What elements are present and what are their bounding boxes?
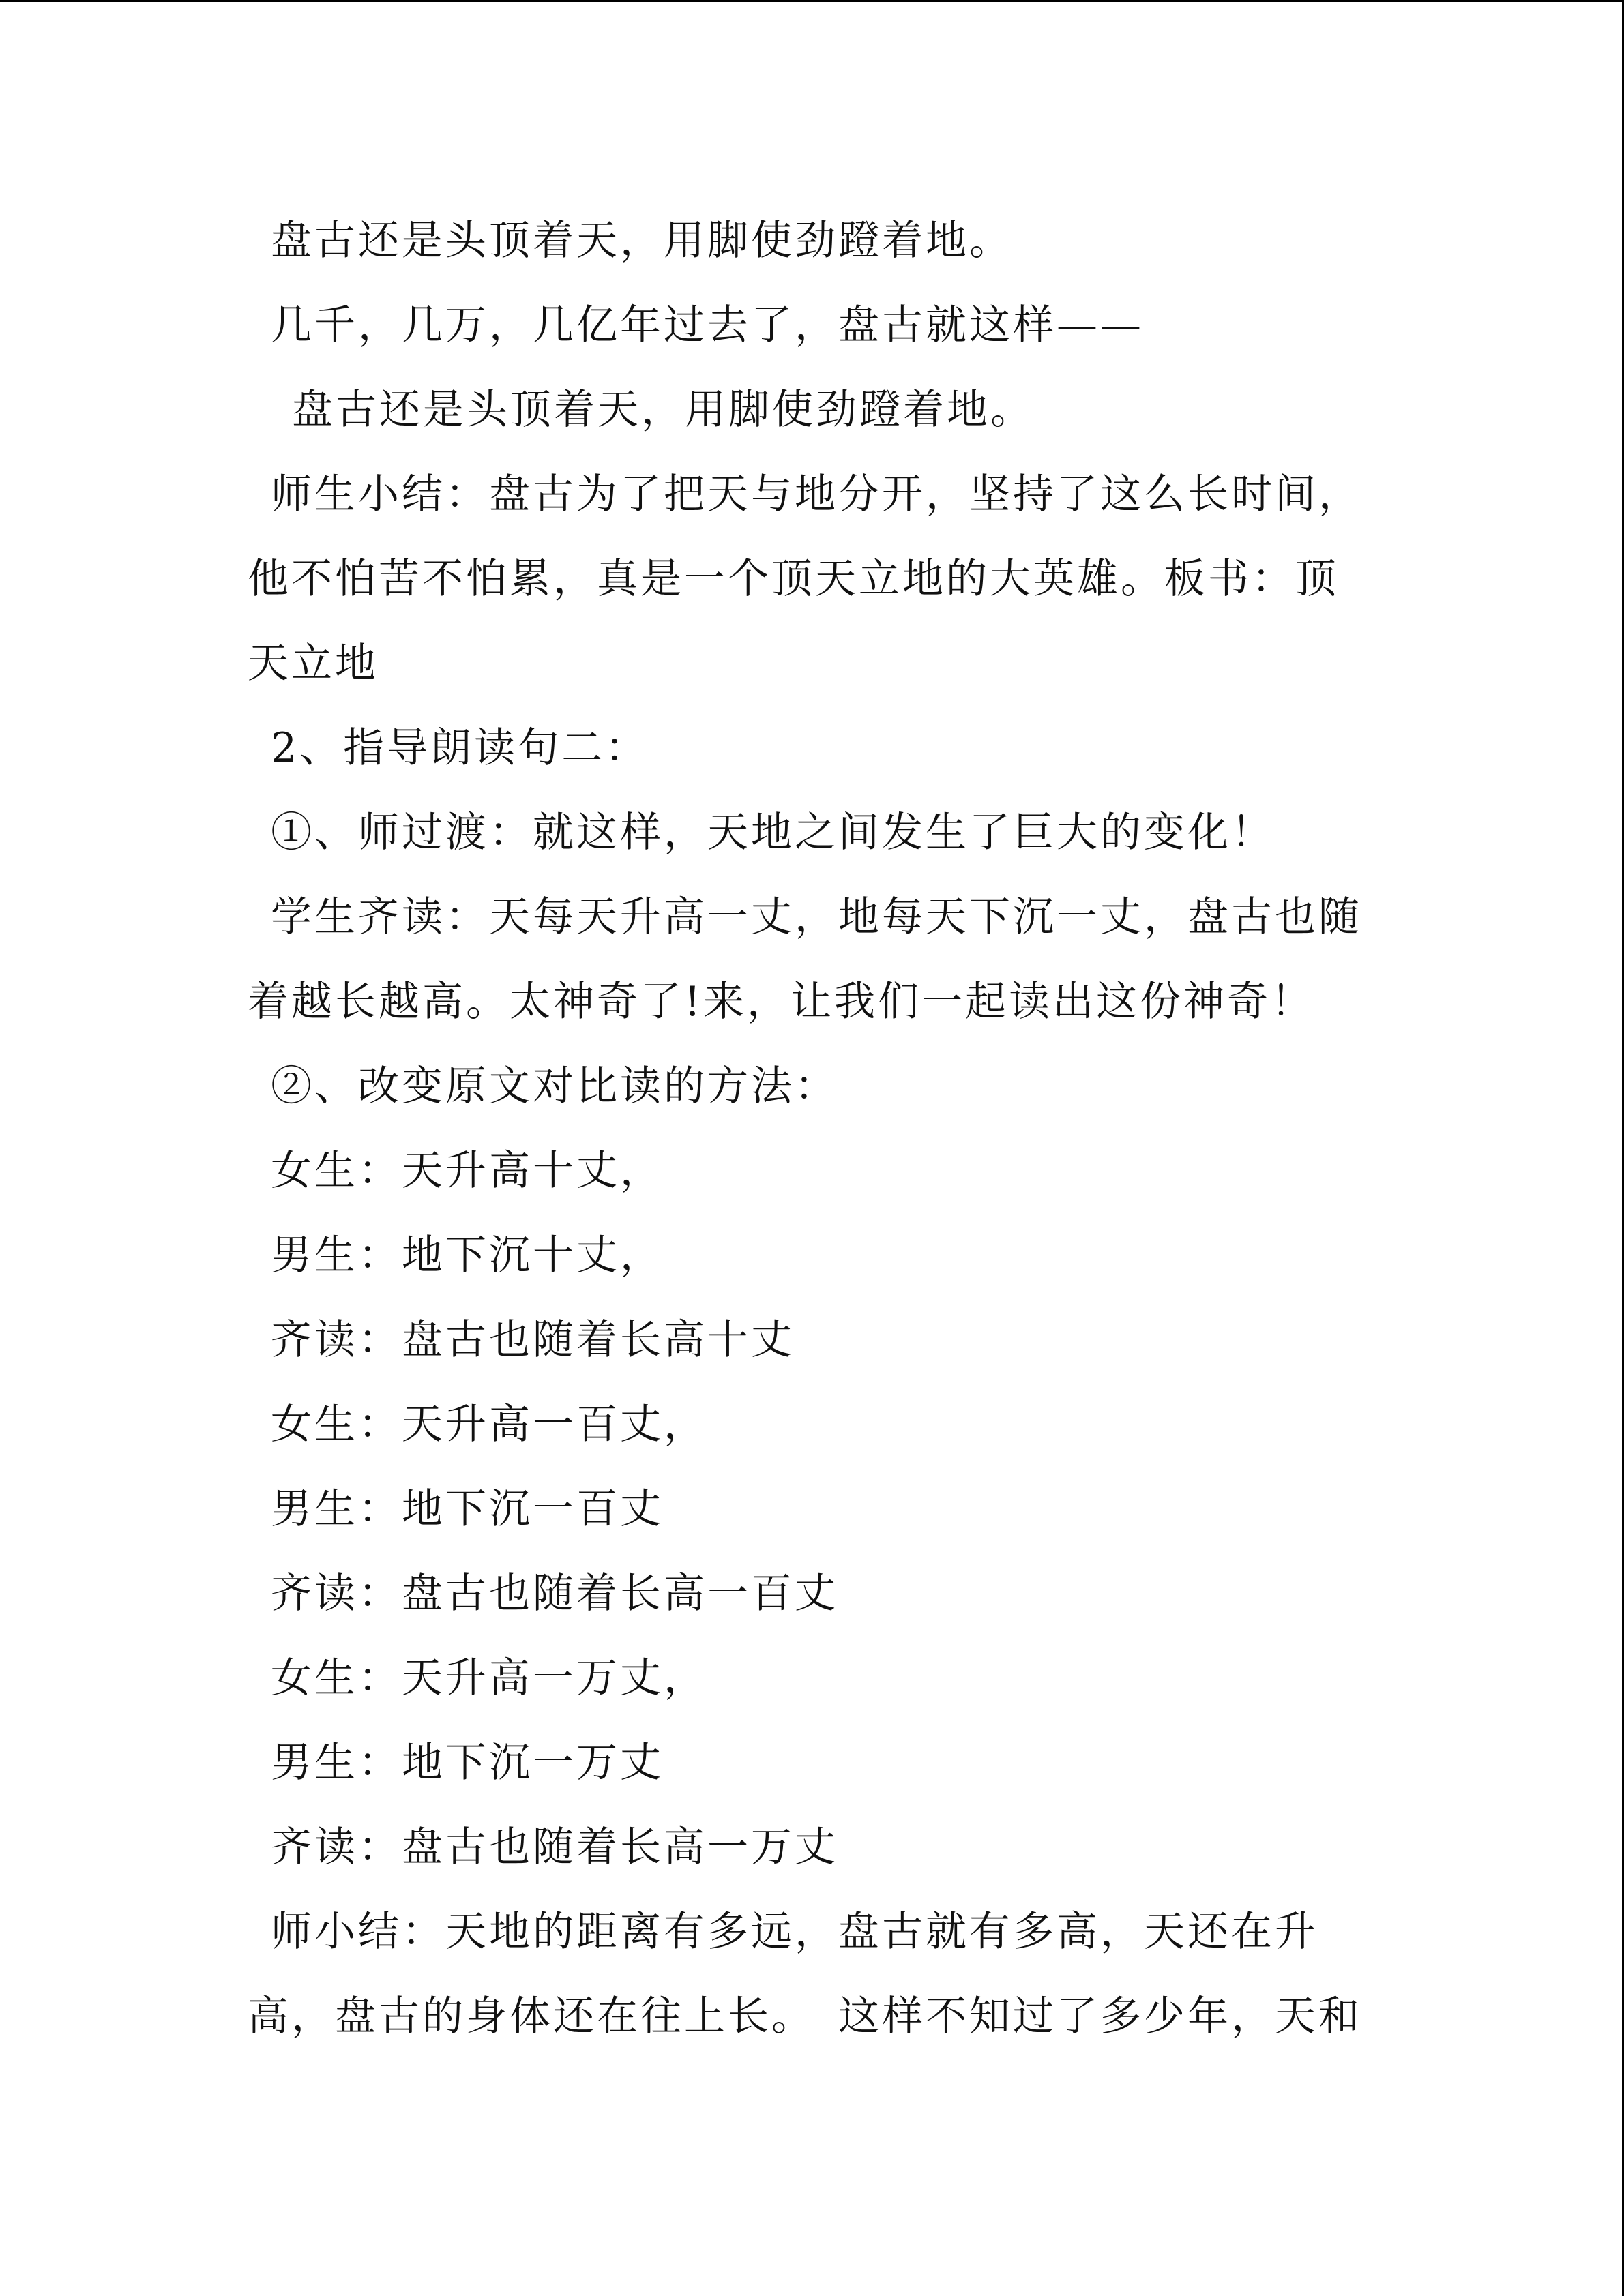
- text-line: 2、指导朗读句二：: [271, 724, 649, 772]
- text-line: 几千，几万，几亿年过去了，盘古就这样——: [271, 301, 1144, 349]
- text-line: 女生：天升高十丈，: [271, 1147, 664, 1195]
- text-line: 齐读：盘古也随着长高十丈: [271, 1316, 795, 1364]
- text-line: 女生：天升高一百丈，: [271, 1401, 707, 1448]
- text-line: 盘古还是头顶着天，用脚使劲蹬着地。: [271, 217, 1013, 265]
- text-line: 男生：地下沉一万丈: [271, 1739, 664, 1787]
- text-line: ①、师过渡：就这样，天地之间发生了巨大的变化！: [271, 809, 1275, 856]
- text-line: 高，盘古的身体还在往上长。 这样不知过了多少年，天和: [248, 1993, 1362, 2040]
- text-line: ②、改变原文对比读的方法：: [271, 1062, 838, 1110]
- text-line: 他不怕苦不怕累，真是一个顶天立地的大英雄。板书：顶: [248, 555, 1339, 603]
- text-line: 男生：地下沉十丈，: [271, 1232, 664, 1279]
- text-line: 学生齐读：天每天升高一丈，地每天下沉一丈，盘古也随: [271, 893, 1362, 941]
- text-line: 女生：天升高一万丈，: [271, 1654, 707, 1702]
- text-line: 师小结：天地的距离有多远，盘古就有多高，天还在升: [271, 1908, 1318, 1956]
- text-line: 盘古还是头顶着天，用脚使劲蹬着地。: [292, 386, 1034, 434]
- text-line: 师生小结：盘古为了把天与地分开，坚持了这么长时间，: [271, 471, 1362, 518]
- text-line: 齐读：盘古也随着长高一百丈: [271, 1570, 838, 1617]
- text-line: 齐读：盘古也随着长高一万丈: [271, 1823, 838, 1871]
- text-line: 着越长越高。太神奇了!来，让我们一起读出这份神奇！: [248, 978, 1315, 1026]
- text-line: 天立地: [248, 640, 379, 687]
- text-line: 男生：地下沉一百丈: [271, 1485, 664, 1533]
